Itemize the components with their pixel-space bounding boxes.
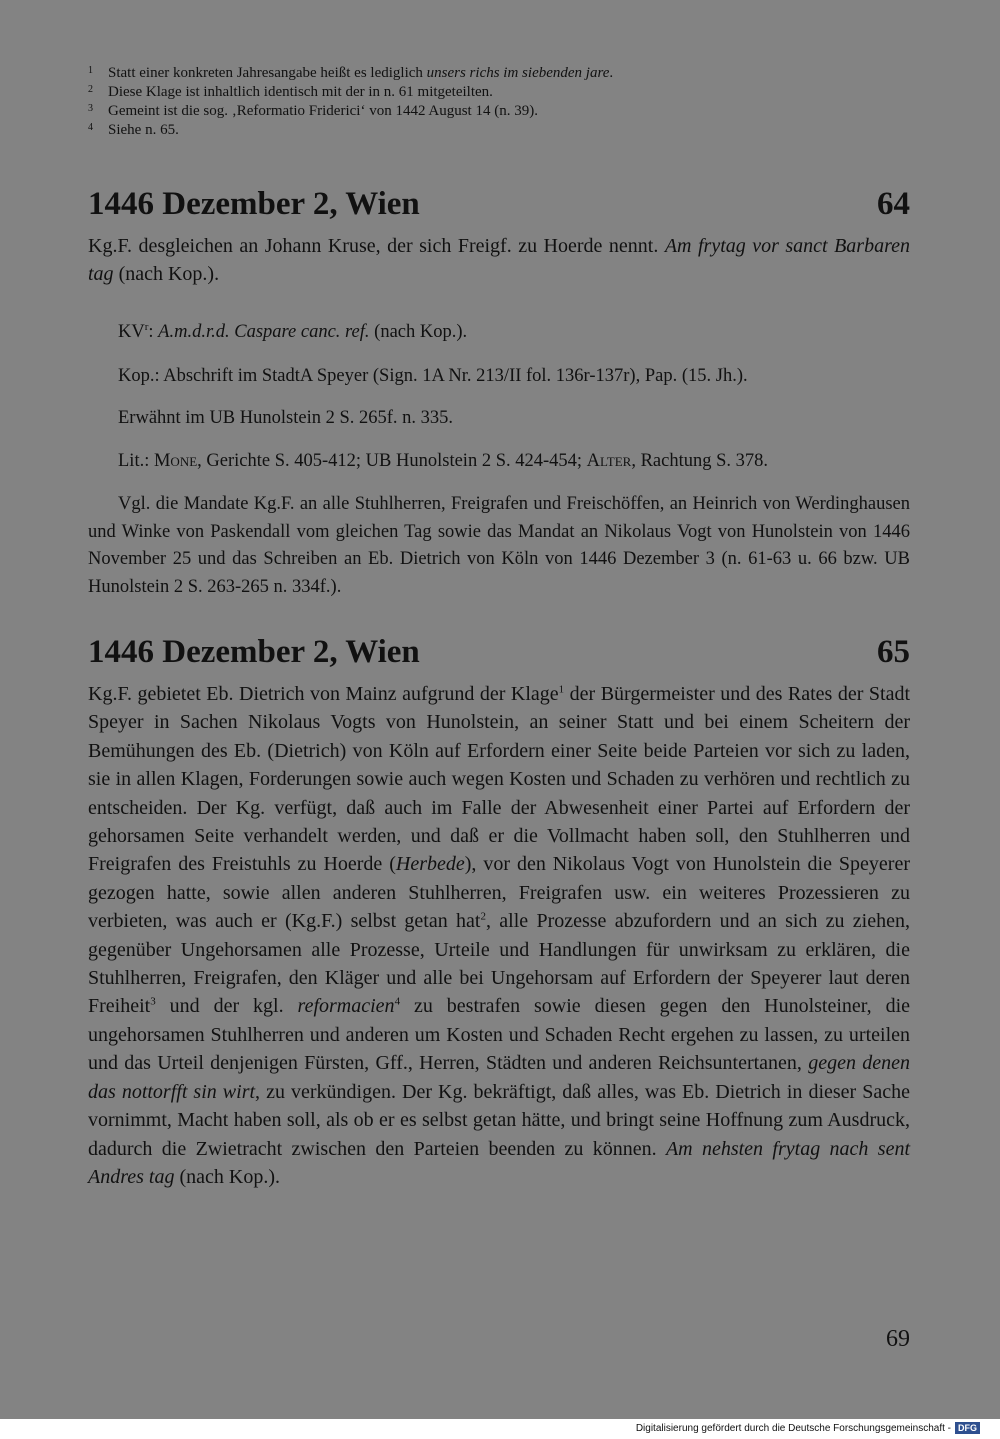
entry-heading-64 <box>88 186 910 222</box>
credit-text: Digitalisierung gefördert durch die Deutsche Forschungsgemeinschaft - <box>635 1422 951 1434</box>
entry-65-summary: Kg.F. gebietet Eb. Dietrich von Mainz aufgrund der Klage$^1$ der Bürgermeister und des Rates der Stadt Speyer in Sachen Nikolaus Vogts von Hunolstein, an seiner Statt und bei einem Scheitern der Bemühungen des Eb. (Dietrich) von Köln auf Erfordern einer Seite beide Parteien vor sich zu laden, sie in allen Klagen, Forderungen sowie auch wegen Kosten und Schaden zu verhören und rechtlich zu entscheiden. Der Kg. verfügt, daß auch im Falle der Abwesenheit einer Partei auf Erfordern der gehorsamen Seite verhandelt werden, und daß er die Vollmacht haben soll, den Stuhlherren und Freigrafen des Freistuhls zu Hoerde (Herbede), vor den Nikolaus Vogt von Hunolstein die Speyerer gezogen hatte, sowie allen anderen Stuhlherren, Freigrafen usw. ein weiteres Prozessieren zu verbieten, was auch er (Kg.F.) selbst getan hat$^2$, alle Prozesse abzufordern und an sich zu ziehen, gegenüber Ungehorsamen alle Prozesse, Urteile und Handlungen für unwirksam zu erklären, die Stuhlherren, Freigrafen, den Kläger und alle bei Ungehorsam auf Erfordern der Speyerer laut deren Freiheit$^3$ und der kgl. reformacien$^4$ zu bestrafen sowie diesen gegen den Hunolsteiner, die ungehorsamen Stuhlherren und anderen um Kosten und Schaden Recht ergehen zu lassen, zu urteilen und das Urteil denjenigen Fürsten, Gff., Herren, Städten und anderen Reichsuntertanen, gegen denen das nottorfft sin wirt, zu verkündigen. Der Kg. bekräftigt, daß alles, was Eb. Dietrich in dieser Sache vornimmt, Macht haben soll, als ob er es selbst getan hätte, und bringt seine Hoffnung zum Ausdruck, dadurch die Zwietracht zwischen den Parteien beenden zu können. Am nehsten frytag nach sent Andres tag (nach Kop.). <box>88 683 911 1188</box>
entry-64-kop: Kop.: Abschrift im StadtA Speyer (Sign. 1A Nr. 213/II fol. 136r-137r), Pap. (15. Jh.). <box>118 366 748 386</box>
digitization-credit <box>636 1422 980 1434</box>
footnote-text: Siehe n. 65. <box>108 122 179 138</box>
footnote-number: 2 <box>88 84 93 95</box>
footnotes <box>88 64 908 140</box>
entry-64-vgl: Vgl. die Mandate Kg.F. an alle Stuhlherren, Freigrafen und Freischöffen, an Heinrich von Werdinghausen und Winke von Paskendall vom gleichen Tag sowie das Mandat an Nikolaus Vogt von Hunolstein von 1446 November 25 und das Schreiben an Eb. Dietrich von Köln von 1446 Dezember 3 (n. 61-63 u. 66 bzw. UB Hunolstein 2 S. 263-265 n. 334f.). <box>88 494 910 597</box>
entry-number: 64 <box>877 186 910 222</box>
footnote-text: Diese Klage ist inhaltlich identisch mit der in n. 61 mitgeteilten. <box>108 84 493 100</box>
dfg-logo: DFG <box>955 1422 980 1434</box>
page-number: 69 <box>886 1326 910 1352</box>
footnote-number: 3 <box>88 103 93 114</box>
entry-number: 65 <box>877 634 910 670</box>
entry-64-kv: $KV^r$: A.m.d.r.d. Caspare canc. ref. (nach Kop.). <box>118 320 468 342</box>
footnote <box>88 121 908 140</box>
entry-64-summary: Kg.F. desgleichen an Johann Kruse, der sich Freigf. zu Hoerde nennt. Am frytag vor sanct Barbaren tag (nach Kop.). <box>88 235 911 286</box>
entry-64-erwaehnt: Erwähnt im UB Hunolstein 2 S. 265f. n. 335. <box>118 408 454 428</box>
entry-date-place: 1446 Dezember 2, Wien <box>88 634 420 670</box>
footnote-number: 1 <box>88 65 93 76</box>
entry-heading-65 <box>88 634 910 670</box>
footnote <box>88 64 908 83</box>
entry-64-lit: Lit.: Mone, Gerichte S. 405-412; UB Hunolstein 2 S. 424-454; Alter, Rachtung S. 378. <box>118 451 769 471</box>
footnote-text: Statt einer konkreten Jahresangabe heißt es lediglich unsers richs im siebenden jare. <box>108 65 614 81</box>
footnote <box>88 102 908 121</box>
footnote-number: 4 <box>88 122 93 133</box>
entry-date-place: 1446 Dezember 2, Wien <box>88 186 420 222</box>
footnote-text: Gemeint ist die sog. ‚Reformatio Friderici‘ von 1442 August 14 (n. 39). <box>108 103 538 119</box>
footnote <box>88 83 908 102</box>
